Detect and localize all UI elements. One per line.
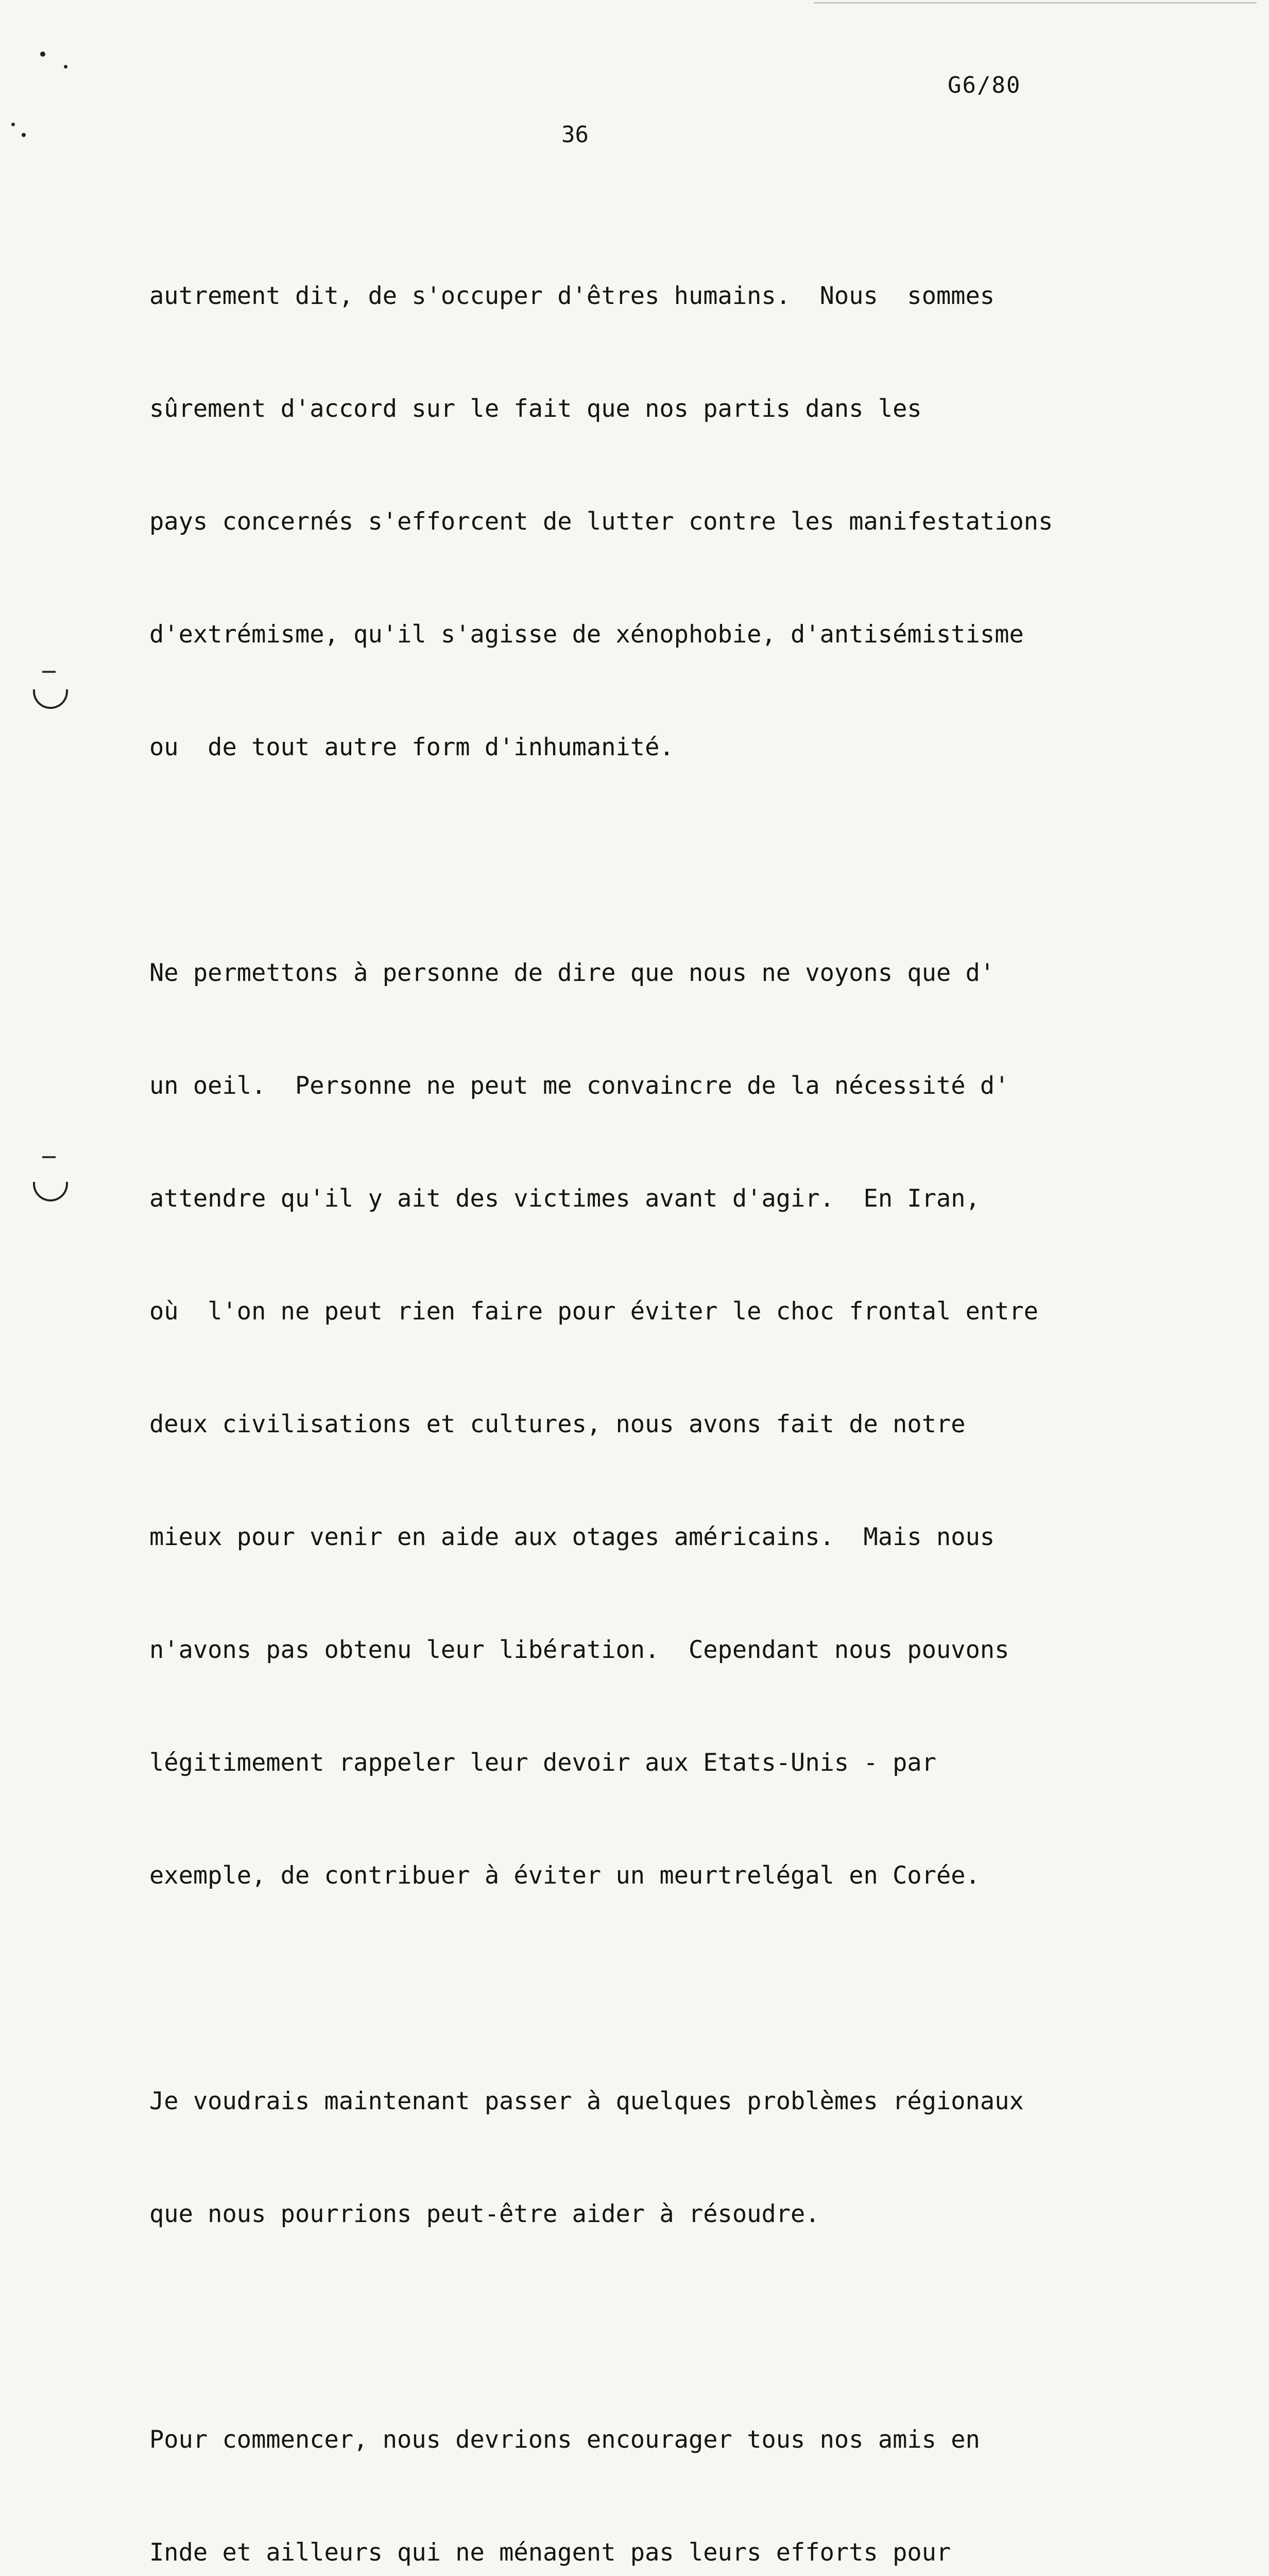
scan-speck bbox=[40, 52, 45, 57]
text-line: un oeil. Personne ne peut me convaincre de la nécessité d' bbox=[149, 1072, 1009, 1100]
text-line: sûrement d'accord sur le fait que nos partis dans les bbox=[149, 395, 922, 423]
text-line: où l'on ne peut rien faire pour éviter le choc frontal entre bbox=[149, 1297, 1039, 1326]
text-line: attendre qu'il y ait des victimes avant d'agir. En Iran, bbox=[149, 1184, 980, 1213]
text-line: Ne permettons à personne de dire que nous ne voyons que d' bbox=[149, 959, 995, 987]
text-line: que nous pourrions peut-être aider à résoudre. bbox=[149, 2200, 820, 2228]
scan-speck bbox=[64, 65, 67, 69]
text-line: exemple, de contribuer à éviter un meurtrelégal en Corée. bbox=[149, 1861, 980, 1890]
text-line: deux civilisations et cultures, nous avons fait de notre bbox=[149, 1410, 966, 1438]
text-line: Je voudrais maintenant passer à quelques problèmes régionaux bbox=[149, 2087, 1024, 2115]
paragraph bbox=[149, 202, 1169, 841]
text-line: pays concernés s'efforcent de lutter contre les manifestations bbox=[149, 507, 1053, 536]
paragraph bbox=[149, 2346, 1169, 2576]
text-line: mieux pour venir en aide aux otages américains. Mais nous bbox=[149, 1523, 995, 1551]
top-rule bbox=[814, 2, 1257, 4]
binder-hole-icon bbox=[33, 1182, 68, 1201]
scan-speck bbox=[11, 123, 15, 126]
text-line: n'avons pas obtenu leur libération. Cependant nous pouvons bbox=[149, 1636, 1009, 1664]
text-line: ou de tout autre form d'inhumanité. bbox=[149, 733, 674, 761]
binder-hole-icon bbox=[33, 689, 68, 709]
page-number: 36 bbox=[561, 122, 589, 148]
binder-mark bbox=[42, 671, 56, 673]
paragraph bbox=[149, 2007, 1169, 2308]
paragraph bbox=[149, 879, 1169, 1970]
text-line: légitimement rappeler leur devoir aux Etats-Unis - par bbox=[149, 1749, 937, 1777]
document-reference: G6/80 bbox=[948, 72, 1021, 98]
text-line: Pour commencer, nous devrions encourager tous nos amis en bbox=[149, 2426, 980, 2454]
text-line: autrement dit, de s'occuper d'êtres humains. Nous sommes bbox=[149, 282, 995, 310]
document-body bbox=[149, 202, 1169, 2576]
scan-speck bbox=[22, 133, 26, 137]
text-line: Inde et ailleurs qui ne ménagent pas leurs efforts pour bbox=[149, 2538, 951, 2567]
binder-mark bbox=[42, 1156, 56, 1158]
text-line: d'extrémisme, qu'il s'agisse de xénophobie, d'antisémistisme bbox=[149, 620, 1024, 649]
